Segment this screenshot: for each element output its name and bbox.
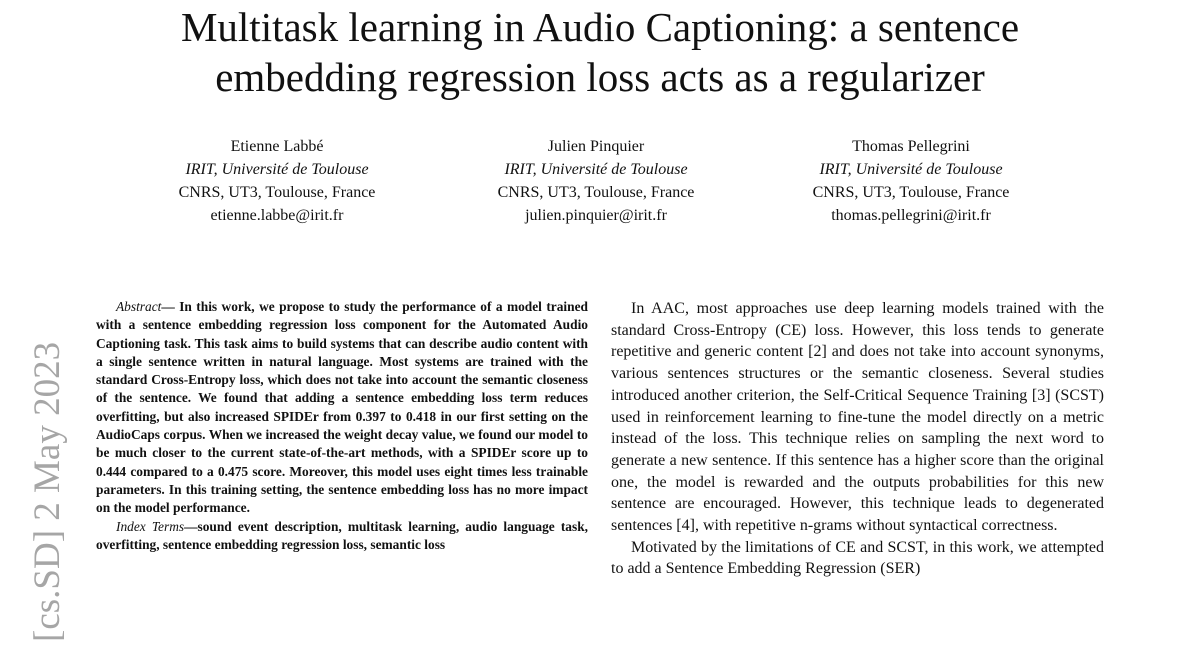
author-email[interactable]: thomas.pellegrini@irit.fr xyxy=(831,207,991,224)
author-affiliation: IRIT, Université de Toulouse xyxy=(504,161,688,178)
intro-paragraph-1: In AAC, most approaches use deep learning models trained with the standard Cross-Entropy (CE) loss. However, this loss tends to generate repetitive and generic content [2] and does not take into account synonyms, various sentences structures or the semantic closeness. Several studies introduced another criterion, the Self-Critical Sequence Training [3] (SCST) used in reinforcement learning to fine-tune the model directly on a metric instead of the loss. This technique relies on sampling the next word to generate a new sentence. If this sentence has a higher score than the original one, the model is rewarded and the outputs probabilities for this new sentence are encouraged. However, this technique leads to degenerated sentences [4], with repetitive n-grams without syntactical correctness. xyxy=(611,300,1104,535)
title-line-2: embedding regression loss acts as a regularizer xyxy=(215,54,985,100)
author-email[interactable]: julien.pinquier@irit.fr xyxy=(525,207,667,224)
index-terms xyxy=(96,518,588,555)
paper-title xyxy=(0,2,1200,102)
author-email[interactable]: etienne.labbe@irit.fr xyxy=(210,207,344,224)
author-3 xyxy=(751,135,1071,227)
author-name: Thomas Pellegrini xyxy=(852,138,970,155)
author-1 xyxy=(117,135,437,227)
introduction-column xyxy=(611,298,1104,580)
index-terms-label: Index Terms xyxy=(116,518,185,534)
author-affiliation: IRIT, Université de Toulouse xyxy=(819,161,1003,178)
arxiv-stamp xyxy=(24,312,72,642)
title-line-1: Multitask learning in Audio Captioning: a sentence xyxy=(180,4,1020,50)
abstract xyxy=(96,298,588,518)
abstract-label: Abstract xyxy=(116,299,162,314)
arxiv-stamp-text: [cs.SD] 2 May 2023 xyxy=(27,341,68,642)
author-location: CNRS, UT3, Toulouse, France xyxy=(497,184,695,201)
author-location: CNRS, UT3, Toulouse, France xyxy=(178,184,376,201)
author-location: CNRS, UT3, Toulouse, France xyxy=(812,184,1010,201)
author-2 xyxy=(436,135,756,227)
index-terms-text: —sound event description, multitask learning, audio language task, overfitting, sentence embedding regression loss, semantic loss xyxy=(96,518,588,552)
author-name: Julien Pinquier xyxy=(547,138,645,155)
abstract-column xyxy=(96,298,588,554)
author-affiliation: IRIT, Université de Toulouse xyxy=(185,161,369,178)
intro-paragraph-2: Motivated by the limitations of CE and SCST, in this work, we attempted to add a Sentence Embedding Regression (SER) xyxy=(611,538,1104,578)
author-name: Etienne Labbé xyxy=(230,138,324,155)
abstract-text: — In this work, we propose to study the performance of a model trained with a sentence embedding regression loss component for the Automated Audio Captioning task. This task aims to build systems that can describe audio content with a single sentence written in natural language. Most systems are trained with the standard Cross-Entropy loss, which does not take into account the semantic closeness of the sentence. We found that adding a sentence embedding loss term reduces overfitting, but also increased SPIDEr from 0.397 to 0.418 in our first setting on the AudioCaps corpus. When we increased the weight decay value, we found our model to be much closer to the current state-of-the-art methods, with a SPIDEr score up to 0.444 compared to a 0.475 score. Moreover, this model uses eight times less trainable parameters. In this training setting, the sentence embedding loss has no more impact on the model performance. xyxy=(96,299,588,516)
